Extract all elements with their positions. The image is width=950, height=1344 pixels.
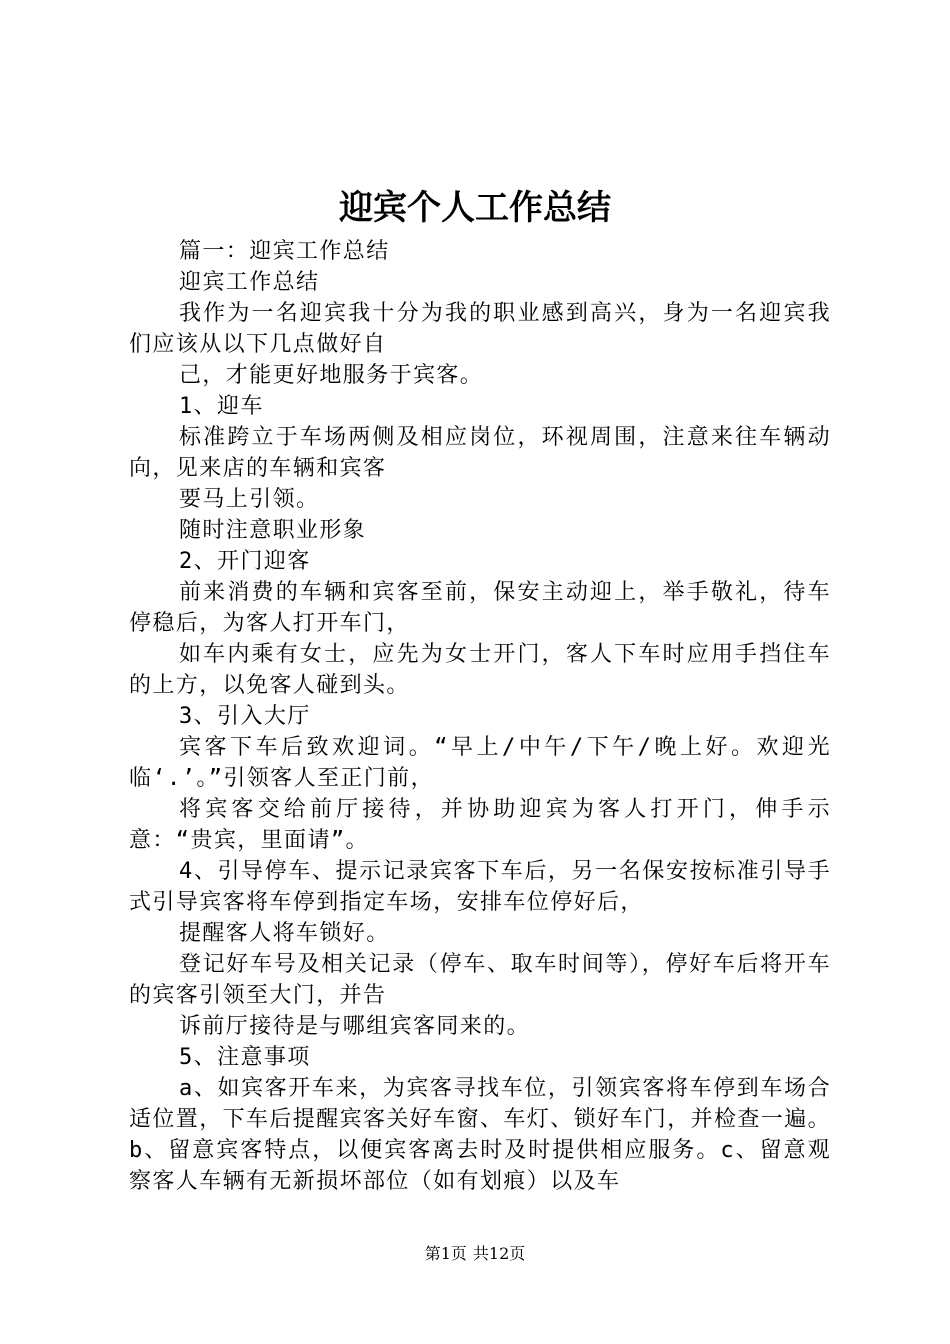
- paragraph: 随时注意职业形象: [179, 518, 367, 543]
- paragraph: 提醒客人将车锁好。: [179, 921, 390, 946]
- paragraph: 4、引导停车、提示记录宾客下车后，另一名保安按标准引导手式引导宾客将车停到指定车场，安排车位停好后，: [129, 859, 831, 915]
- paragraph: 3、引入大厅: [179, 704, 311, 729]
- document-body: [129, 236, 831, 1197]
- document-title: 迎宾个人工作总结: [339, 188, 611, 228]
- paragraph: 迎宾工作总结: [179, 270, 320, 295]
- paragraph: 登记好车号及相关记录（停车、取车时间等），停好车后将开车的宾客引领至大门，并告: [129, 952, 831, 1008]
- paragraph: a、如宾客开车来，为宾客寻找车位，引领宾客将车停到车场合适位置，下车后提醒宾客关好车窗、车灯、锁好车门，并检查一遍。b、留意宾客特点，以便宾客离去时及时提供相应服务。c、留意观察客人车辆有无新损坏部位（如有划痕）以及车: [129, 1076, 832, 1194]
- paragraph: 标准跨立于车场两侧及相应岗位，环视周围，注意来往车辆动向，见来店的车辆和宾客: [129, 425, 831, 481]
- paragraph: 要马上引领。: [179, 487, 320, 512]
- page-total: 共12页: [472, 1244, 526, 1263]
- paragraph: 1、迎车: [179, 394, 264, 419]
- paragraph: 己，才能更好地服务于宾客。: [179, 363, 484, 388]
- paragraph: 宾客下车后致欢迎词。“早上/中午/下午/晚上好。欢迎光临‘.’。”引领客人至正门前，: [129, 735, 831, 791]
- page-footer: [0, 1243, 950, 1265]
- paragraph: 5、注意事项: [179, 1045, 311, 1070]
- page-number: 第1页: [424, 1244, 467, 1263]
- paragraph: 我作为一名迎宾我十分为我的职业感到高兴，身为一名迎宾我们应该从以下几点做好自: [129, 301, 831, 357]
- paragraph: 如车内乘有女士，应先为女士开门，客人下车时应用手挡住车的上方，以免客人碰到头。: [129, 642, 831, 698]
- paragraph: 将宾客交给前厅接待，并协助迎宾为客人打开门，伸手示意：“贵宾，里面请”。: [129, 797, 831, 853]
- paragraph: 篇一：迎宾工作总结: [179, 239, 390, 264]
- paragraph: 前来消费的车辆和宾客至前，保安主动迎上，举手敬礼，待车停稳后，为客人打开车门，: [129, 580, 831, 636]
- paragraph: 诉前厅接待是与哪组宾客同来的。: [179, 1014, 531, 1039]
- paragraph: 2、开门迎客: [179, 549, 311, 574]
